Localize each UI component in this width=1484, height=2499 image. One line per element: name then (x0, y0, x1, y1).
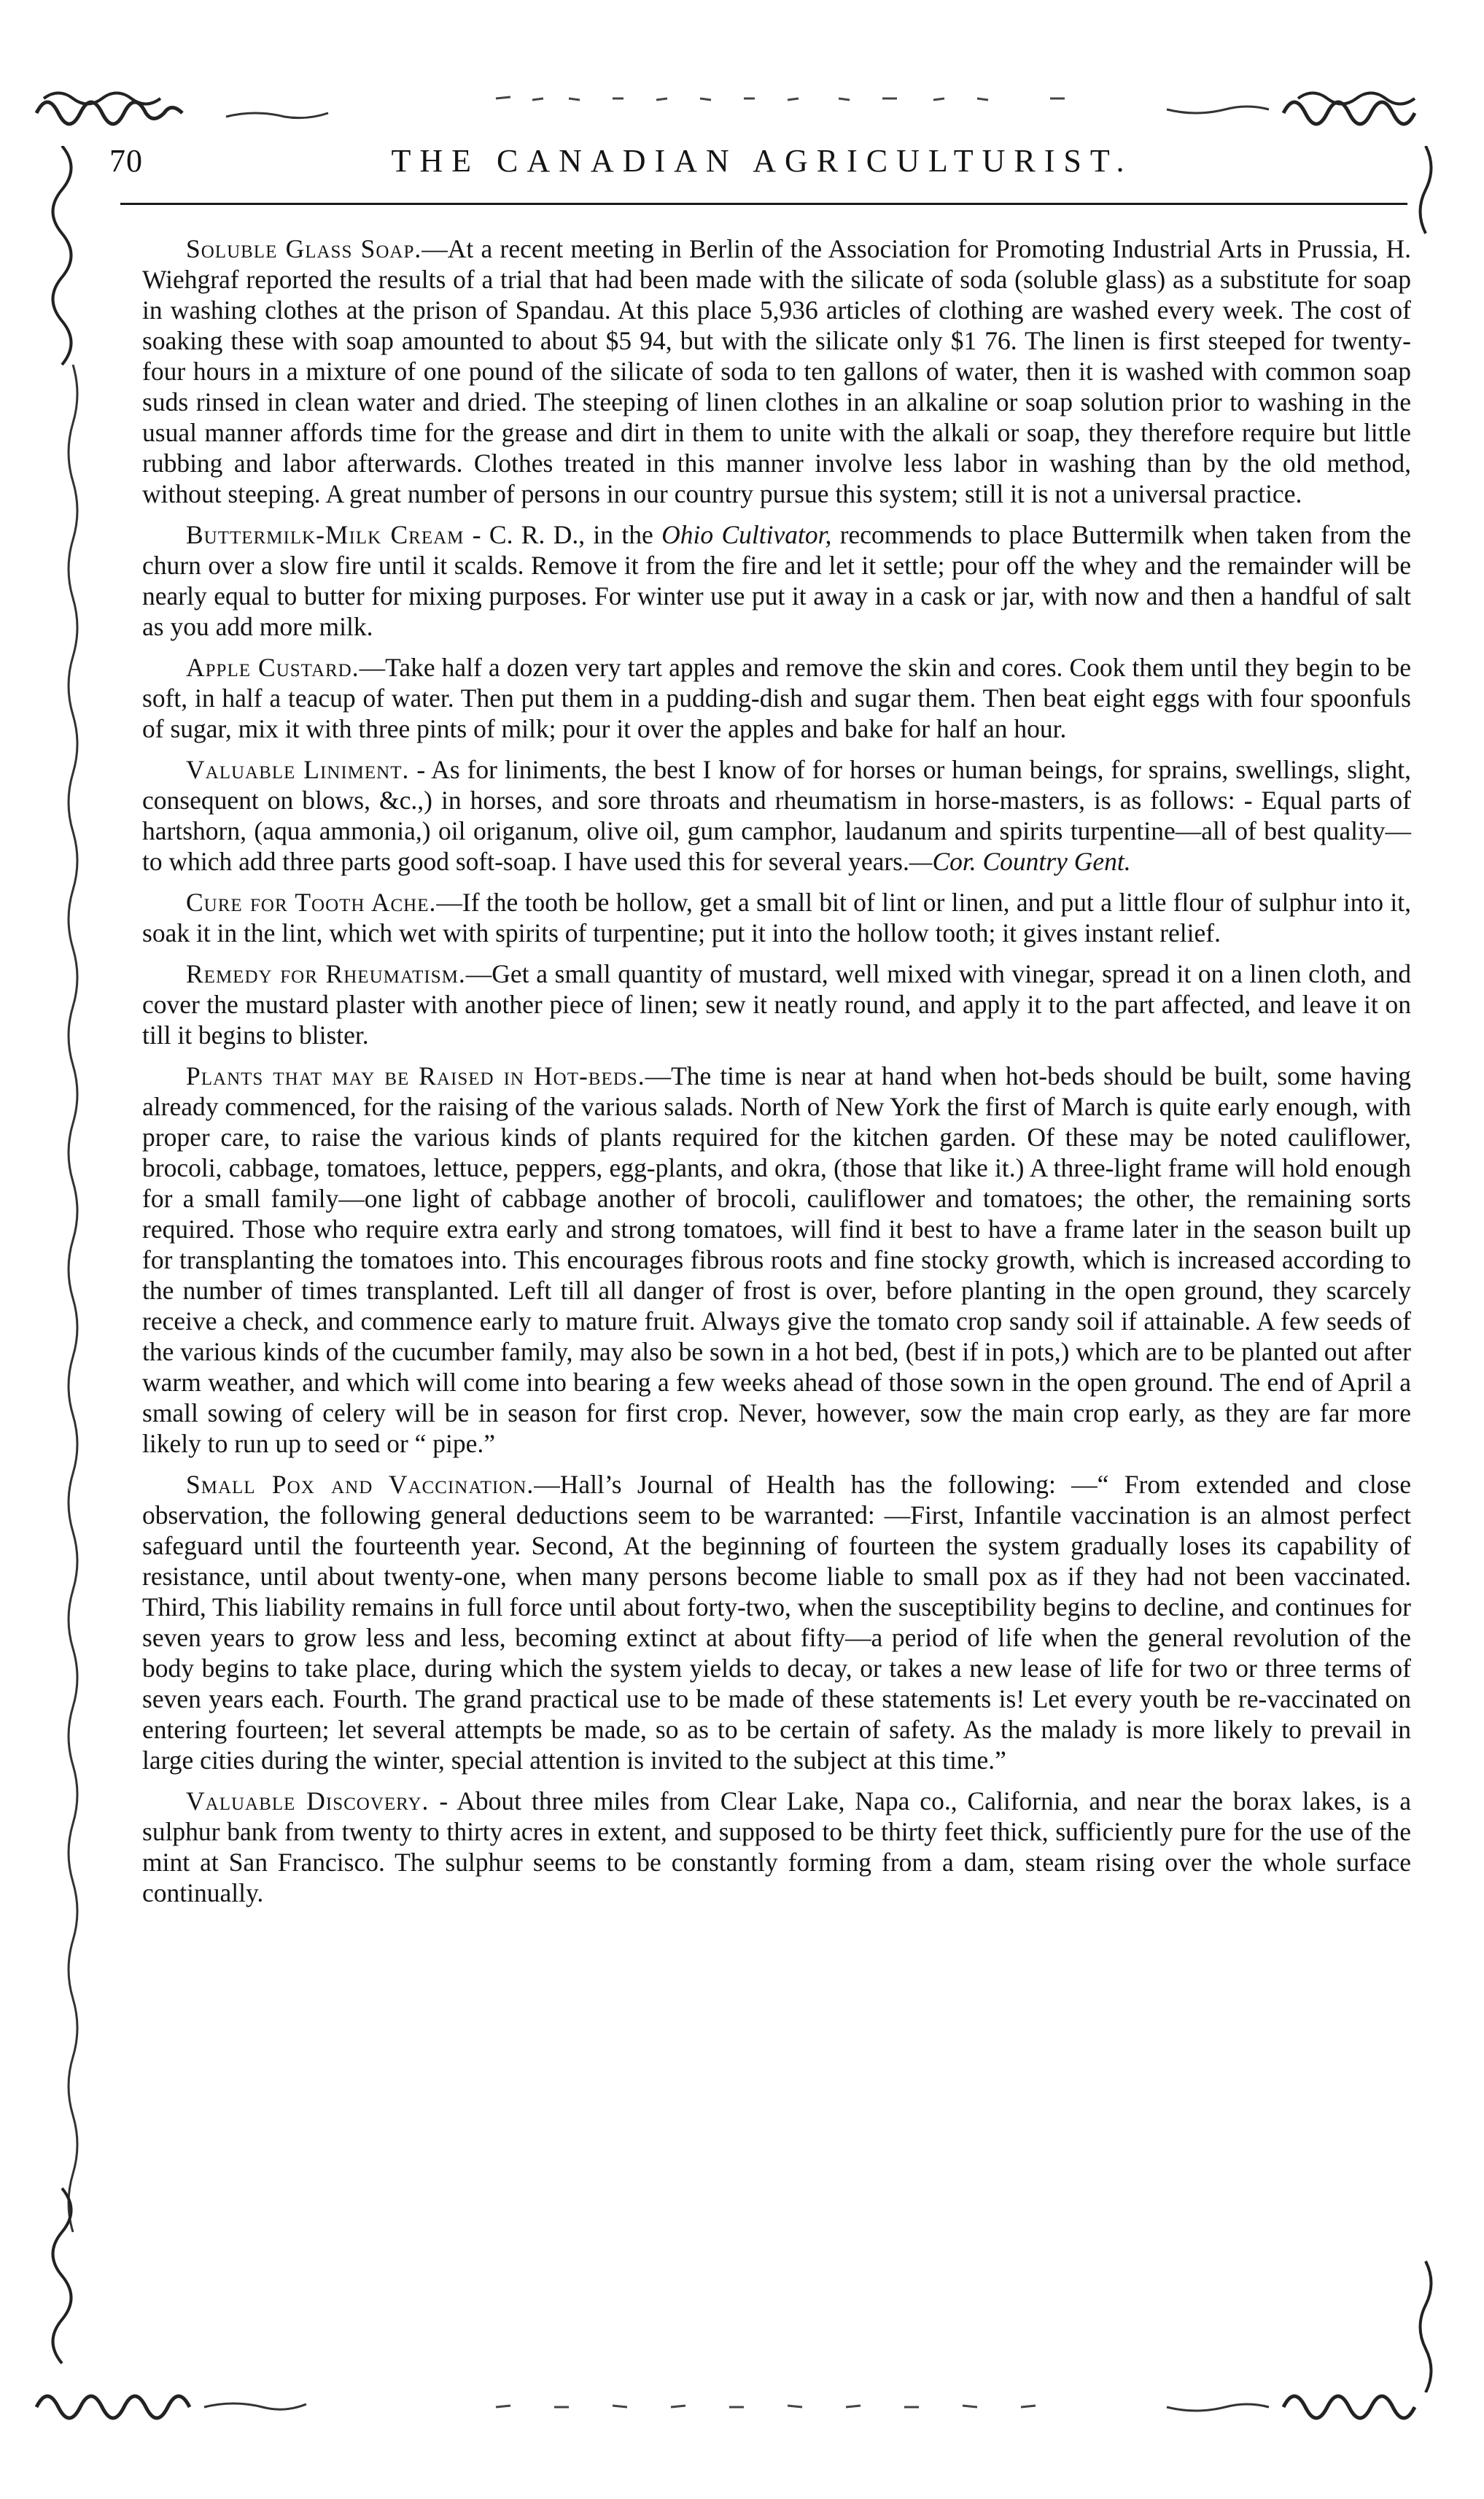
article-body: recommends to place Buttermilk when taken from the churn over a slow fire until it scalds. Remove it from the fire and let it settle; pour off the whey and the remainder will be nearly equal to butter for mixing purposes. For winter use put it away in a cask or jar, with now and then a handful of salt as you add more milk. (142, 520, 1411, 641)
article-title: Soluble Glass Soap. (186, 234, 422, 263)
article-body: - As for liniments, the best I know of for horses or human beings, for sprains, swellings, slight, consequent on blows, &c.,) in horses, and sore throats and rheumatism in horse-masters, is as follows: - Equal parts of hartshorn, (aqua ammonia,) oil origanum, olive oil, gum camphor, laudanum and spirits turpentine—all of best quality—to which add three parts good soft-soap. I have used this for several years. (142, 755, 1411, 876)
article-title: Apple Custard. (186, 653, 360, 682)
article-title: Valuable Discovery. (186, 1786, 430, 1816)
ornamental-bottom-border (29, 2367, 1444, 2447)
article-attribution: —Cor. Country Gent. (909, 847, 1131, 876)
article-body: —At a recent meeting in Berlin of the Association for Promoting Industrial Arts in Prussia, H. Wiehgraf reported the results of a trial that had been made with the silicate of soda (soluble glass) as a substitute for soap in washing clothes at the prison of Spandau. At this place 5,936 articles of clothing are washed every week. The cost of soaking these with soap amounted to about $5 94, but with the silicate only $1 76. The linen is first steeped for twenty-four hours in a mixture of one pound of the silicate of soda to ten gallons of water, then it is washed with common soap suds rinsed in clean water and dried. The steeping of linen clothes in an alkaline or soap solution prior to washing in the usual manner affords time for the grease and dirt in them to unite with the alkali or soap, they therefore require but little rubbing and labor afterwards. Clothes treated in this manner involve less labor in washing than by the old method, without steeping. A great number of persons in our country pursue this system; still it is not a universal practice. (142, 234, 1411, 508)
article-hot-beds (142, 1061, 1411, 1459)
article-body: - About three miles from Clear Lake, Napa co., California, and near the borax lakes, is a sulphur bank from twenty to thirty acres in extent, and supposed to be thirty feet thick, sufficiently pure for the use of the mint at San Francisco. The sulphur seems to be constantly forming from a dam, steam rising over the whole surface continually. (142, 1786, 1411, 1907)
article-valuable-discovery (142, 1786, 1411, 1908)
running-header (109, 135, 1415, 186)
article-small-pox-vaccination (142, 1469, 1411, 1775)
article-body: - C. R. D., in the (464, 520, 662, 549)
article-body: —Take half a dozen very tart apples and remove the skin and cores. Cook them until they begin to be soft, in half a teacup of water. Then put them in a pudding-dish and sugar them. Then beat eight eggs with four spoonfuls of sugar, mix it with three pints of milk; pour it over the apples and bake for half an hour. (142, 653, 1411, 743)
article-soluble-glass-soap (142, 233, 1411, 509)
article-body: —Hall’s Journal of Health has the following: —“ From extended and close observation, the following general deductions seem to be warranted: —First, Infantile vaccination is an almost perfect safeguard until the fourteenth year. Second, At the beginning of fourteen the system gradually loses its capability of resistance, until about twenty-one, when many persons become liable to small pox as if they had not been vaccinated. Third, This liability remains in full force until about forty-two, when the susceptibility begins to decline, and continues for seven years to grow less and less, becoming extinct at about fifty—a period of life when the general revolution of the body begins to take place, during which the system yields to decay, or takes a new lease of life for two or three terms of seven years each. Fourth. The grand practical use to be made of these statements is! Let every youth be re-vaccinated on entering fourteen; let several attempts be made, so as to be certain of safety. As the malady is more likely to prevail in large cities during the winter, special attention is invited to the subject at this time.” (142, 1470, 1412, 1775)
running-title: THE CANADIAN AGRICULTURIST. (391, 142, 1133, 179)
article-title: Remedy for Rheumatism. (186, 959, 466, 988)
article-body: —Get a small quantity of mustard, well mixed with vinegar, spread it on a linen cloth, and cover the mustard plaster with another piece of linen; sew it neatly round, and apply it to the part affected, and leave it on till it begins to blister. (142, 959, 1411, 1050)
article-body: —If the tooth be hollow, get a small bit of lint or linen, and put a little flour of sulphur into it, soak it in the lint, which wet with spirits of turpentine; put it into the hollow tooth; it gives instant relief. (142, 888, 1411, 948)
article-column (142, 233, 1411, 1918)
article-title: Plants that may be Raised in Hot-beds. (186, 1061, 645, 1090)
header-rule (120, 203, 1407, 205)
article-cure-tooth-ache (142, 887, 1411, 948)
article-apple-custard (142, 652, 1411, 744)
article-title: Valuable Liniment. (186, 755, 410, 784)
article-valuable-liniment (142, 754, 1411, 877)
article-buttermilk-cream (142, 519, 1411, 642)
article-title: Buttermilk-Milk Cream (186, 520, 465, 549)
page-number: 70 (109, 142, 143, 179)
article-remedy-rheumatism (142, 958, 1411, 1050)
article-body: —The time is near at hand when hot-beds should be built, some having already commenced, for the raising of the various salads. North of New York the first of March is quite early enough, with proper care, to raise the various kinds of plants required for the kitchen garden. Of these may be noted cauliflower, brocoli, cabbage, tomatoes, lettuce, peppers, egg-plants, and okra, (those that like it.) A three-light frame will hold enough for a small family—one light of cabbage another of brocoli, cauliflower and tomatoes; the other, the remaining sorts required. Those who require extra early and strong tomatoes, will find it best to have a frame later in the season built up for transplanting the tomatoes into. This encourages fibrous roots and fine stocky growth, which is increased according to the number of times transplanted. Left till all danger of frost is over, before planting in the open ground, they scarcely receive a check, and commence early to mature fruit. Always give the tomato crop sandy soil if attainable. A few seeds of the various kinds of the cucumber family, may also be sown in a hot bed, (best if in pots,) which are to be planted out after warm weather, and which will come into bearing a few weeks ahead of those sown in the open ground. The end of April a small sowing of celery will be in season for first crop. Never, however, sow the main crop early, as they are far more likely to run up to seed or “ pipe.” (142, 1061, 1411, 1458)
ornamental-left-border (33, 146, 106, 2393)
article-italic-source: Ohio Cultivator, (661, 520, 832, 549)
article-title: Cure for Tooth Ache. (186, 888, 437, 917)
article-title: Small Pox and Vaccination. (186, 1470, 535, 1499)
